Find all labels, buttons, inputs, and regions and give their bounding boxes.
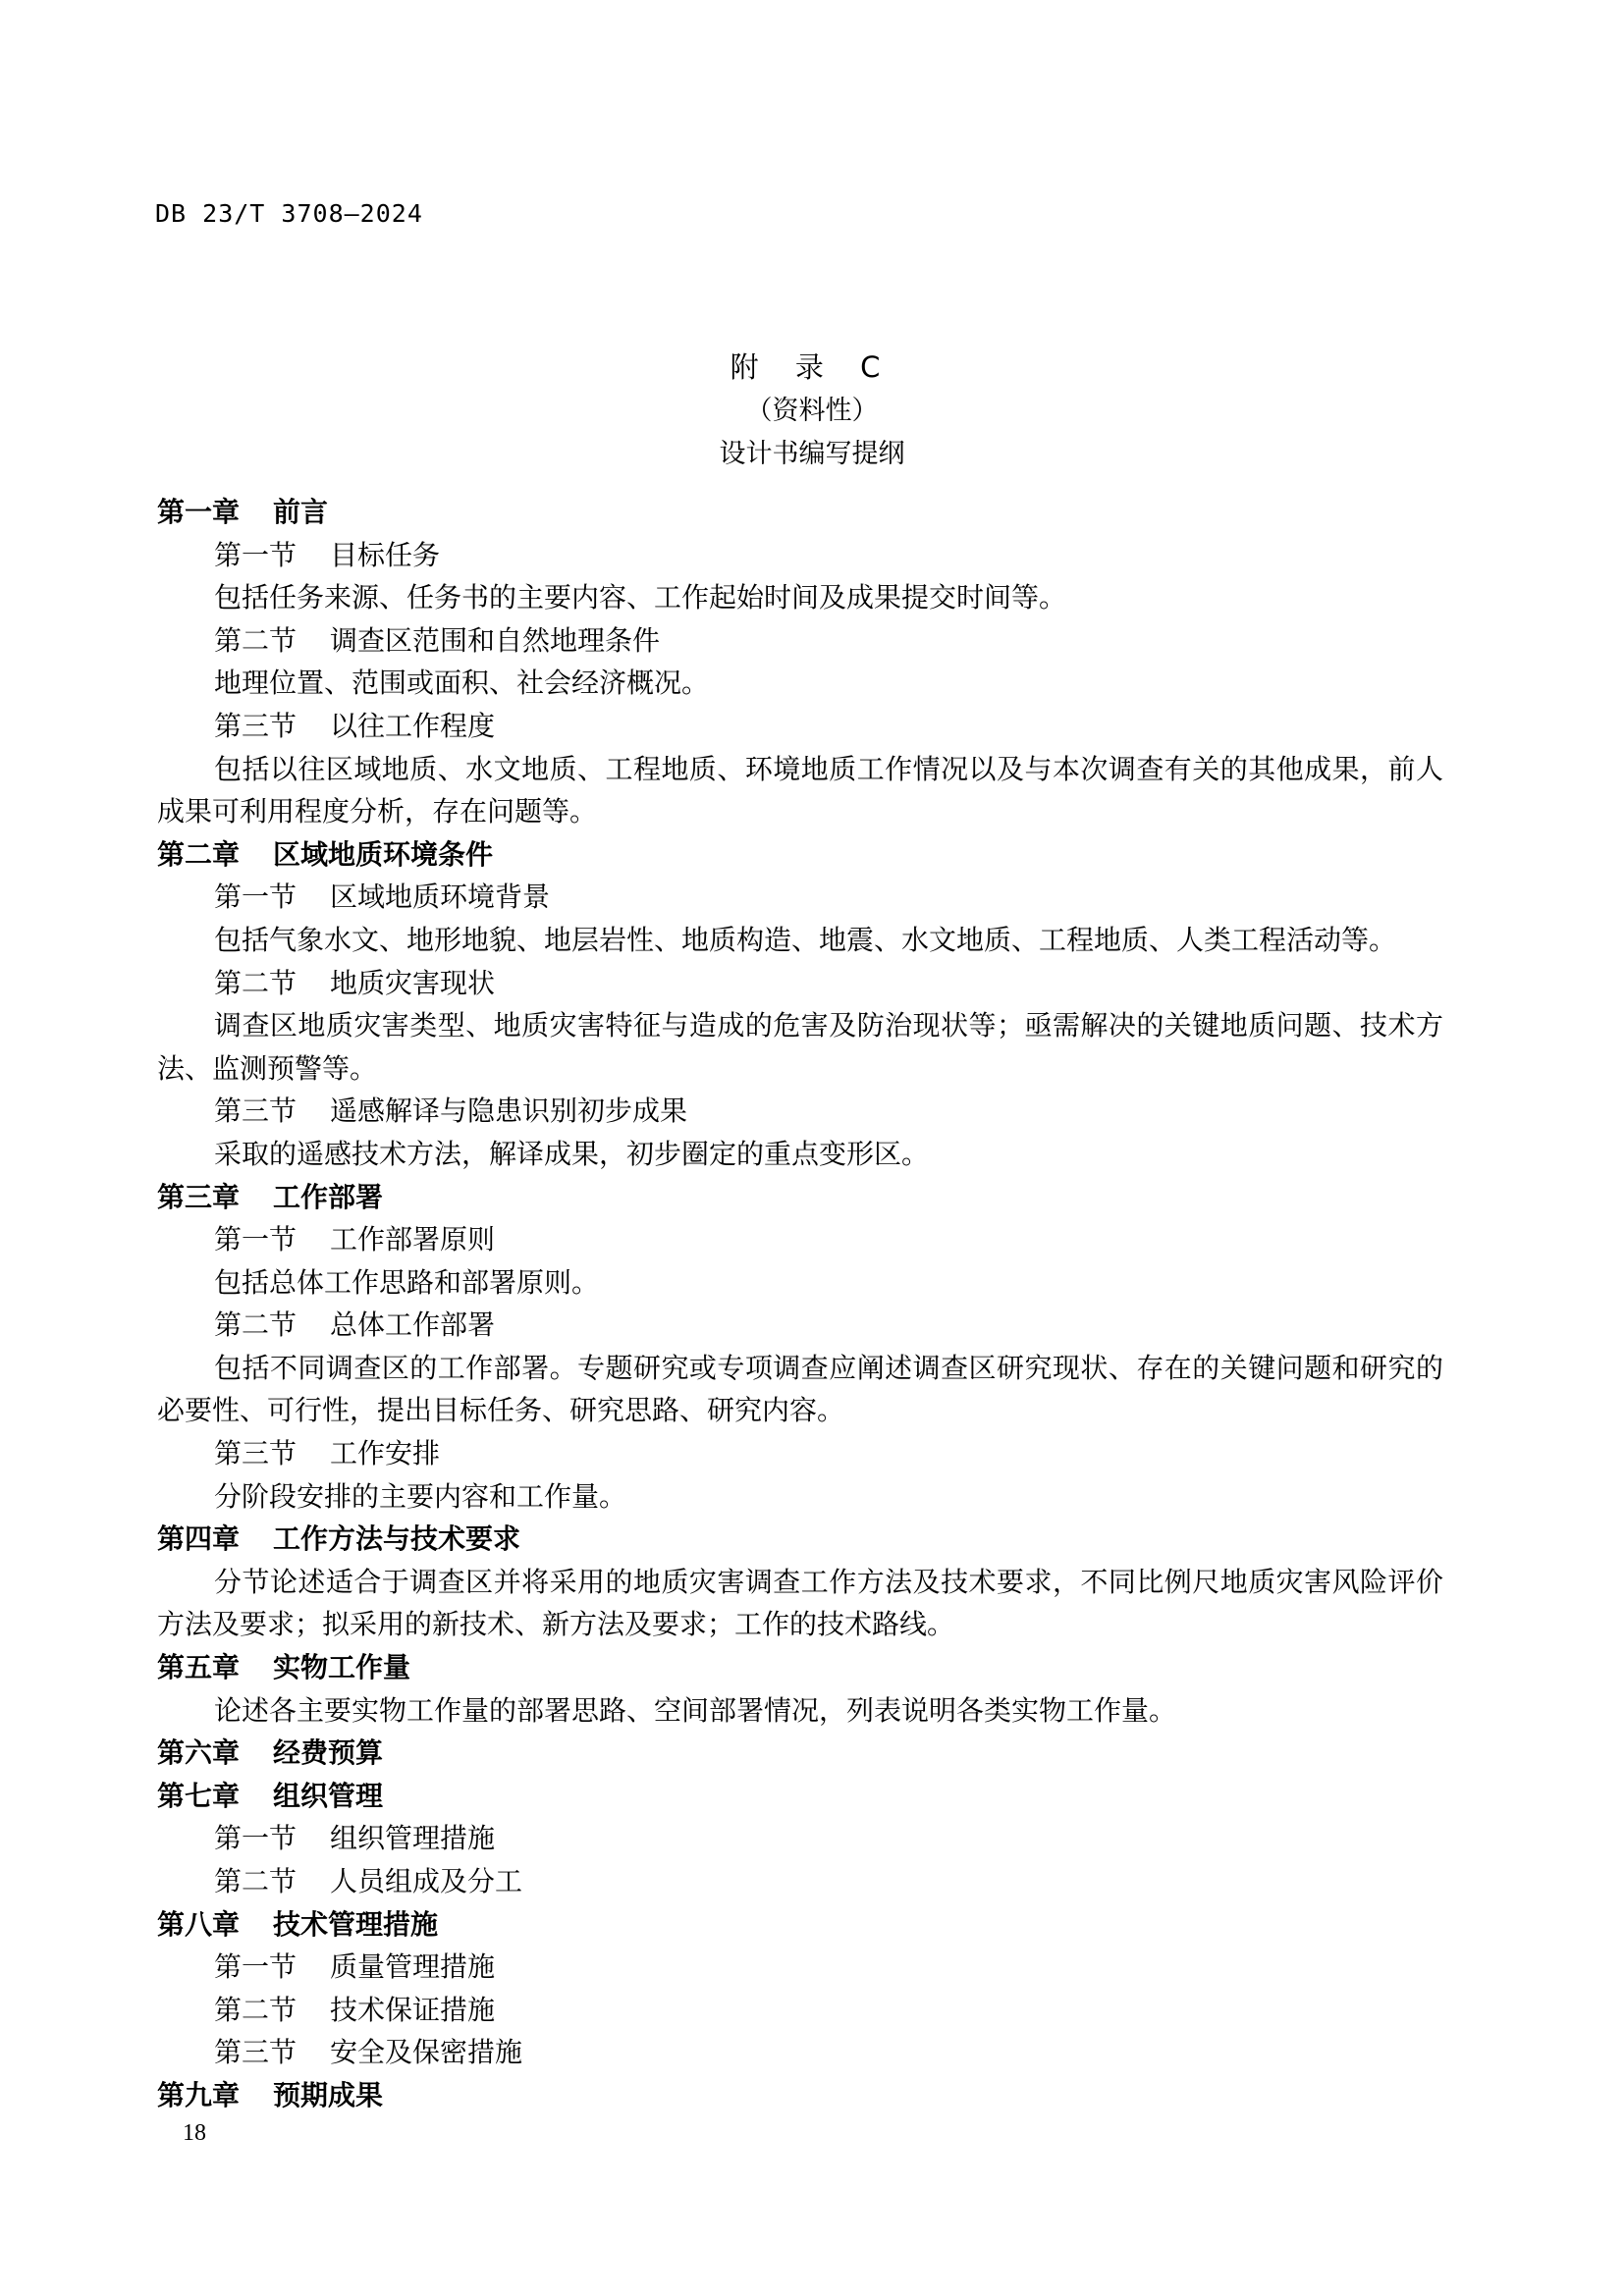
outline-body: [157, 491, 1443, 2117]
body-paragraph: 调查区地质灾害类型、地质灾害特征与造成的危害及防治现状等；亟需解决的关键地质问题、技术方法、监测预警等。: [157, 1009, 1443, 1085]
section-title: 目标任务: [330, 538, 441, 571]
chapter-title: 前言: [273, 496, 329, 528]
section-heading: [157, 876, 1443, 919]
section-heading: [157, 1989, 1443, 2032]
body-paragraph: 包括气象水文、地形地貌、地层岩性、地质构造、地震、水文地质、工程地质、人类工程活动等。: [214, 923, 1397, 956]
chapter-heading: [157, 1518, 1443, 1561]
chapter-title: 预期成果: [273, 2078, 384, 2111]
chapter-number: 第八章: [157, 1907, 241, 1941]
section-heading: [157, 705, 1443, 748]
body-paragraph: 包括任务来源、任务书的主要内容、工作起始时间及成果提交时间等。: [214, 581, 1067, 614]
section-heading: [157, 1304, 1443, 1347]
section-title: 以往工作程度: [330, 709, 496, 742]
chapter-title: 组织管理: [273, 1779, 384, 1812]
section-heading: [157, 534, 1443, 577]
chapter-heading: [157, 1732, 1443, 1775]
chapter-heading: [157, 1775, 1443, 1818]
section-heading: [157, 1432, 1443, 1475]
chapter-title: 区域地质环境条件: [273, 837, 494, 871]
section-title: 遥感解译与隐患识别初步成果: [330, 1095, 688, 1128]
section-number: 第一节: [214, 1223, 298, 1256]
section-number: 第二节: [214, 1308, 298, 1342]
chapter-number: 第九章: [157, 2078, 241, 2111]
body-paragraph: 地理位置、范围或面积、社会经济概况。: [214, 667, 710, 700]
section-title: 技术保证措施: [330, 1993, 496, 2026]
section-title: 区域地质环境背景: [330, 881, 551, 914]
chapter-number: 第三章: [157, 1180, 241, 1213]
section-title: 人员组成及分工: [330, 1865, 523, 1897]
chapter-number: 第四章: [157, 1522, 241, 1556]
section-number: 第三节: [214, 709, 298, 742]
chapter-title: 工作部署: [273, 1180, 384, 1213]
body-paragraph: 采取的遥感技术方法，解译成果，初步圈定的重点变形区。: [214, 1137, 930, 1170]
chapter-heading: [157, 833, 1443, 877]
section-title: 安全及保密措施: [330, 2036, 523, 2069]
chapter-title: 实物工作量: [273, 1651, 411, 1684]
section-number: 第二节: [214, 1865, 298, 1897]
section-heading: [157, 1218, 1443, 1261]
section-title: 质量管理措施: [330, 1950, 496, 1984]
section-number: 第一节: [214, 538, 298, 571]
appendix-title: 设计书编写提纲: [719, 439, 905, 469]
body-paragraph: 分阶段安排的主要内容和工作量。: [214, 1479, 627, 1513]
section-title: 工作部署原则: [330, 1223, 496, 1256]
body-paragraph: 分节论述适合于调查区并将采用的地质灾害调查工作方法及技术要求，不同比例尺地质灾害风险评价方法及要求；拟采用的新技术、新方法及要求；工作的技术路线。: [157, 1565, 1443, 1641]
section-number: 第二节: [214, 623, 298, 657]
section-title: 总体工作部署: [330, 1308, 496, 1342]
section-number: 第二节: [214, 1993, 298, 2026]
section-number: 第一节: [214, 1822, 298, 1855]
chapter-number: 第一章: [157, 496, 241, 528]
section-heading: [157, 2031, 1443, 2074]
chapter-number: 第六章: [157, 1736, 241, 1770]
chapter-number: 第二章: [157, 837, 241, 871]
section-number: 第一节: [214, 1950, 298, 1984]
chapter-title: 工作方法与技术要求: [273, 1522, 521, 1556]
section-title: 调查区范围和自然地理条件: [330, 623, 661, 657]
section-number: 第三节: [214, 1095, 298, 1128]
section-number: 第三节: [214, 2036, 298, 2069]
body-paragraph: 包括不同调查区的工作部署。专题研究或专项调查应阐述调查区研究现状、存在的关键问题和研究的必要性、可行性，提出目标任务、研究思路、研究内容。: [157, 1351, 1443, 1427]
section-heading: [157, 619, 1443, 663]
section-heading: [157, 962, 1443, 1005]
chapter-heading: [157, 1646, 1443, 1689]
section-title: 组织管理措施: [330, 1822, 496, 1855]
section-number: 第二节: [214, 966, 298, 999]
section-heading: [157, 1946, 1443, 1989]
section-heading: [157, 1090, 1443, 1133]
chapter-heading: [157, 2074, 1443, 2117]
body-paragraph: 包括以往区域地质、水文地质、工程地质、环境地质工作情况以及与本次调查有关的其他成果，前人成果可利用程度分析，存在问题等。: [157, 752, 1443, 828]
chapter-number: 第七章: [157, 1779, 241, 1812]
chapter-heading: [157, 1176, 1443, 1219]
document-code: DB 23/T 3708—2024: [155, 199, 423, 228]
chapter-title: 经费预算: [273, 1736, 384, 1770]
body-paragraph: 论述各主要实物工作量的部署思路、空间部署情况，列表说明各类实物工作量。: [214, 1693, 1177, 1727]
chapter-number: 第五章: [157, 1651, 241, 1684]
section-number: 第三节: [214, 1437, 298, 1470]
section-heading: [157, 1817, 1443, 1860]
page-number: 18: [183, 2120, 206, 2146]
appendix-nature: （资料性）: [745, 396, 879, 426]
appendix-label: 附 录 C: [730, 350, 894, 384]
chapter-title: 技术管理措施: [273, 1907, 439, 1941]
section-number: 第一节: [214, 881, 298, 914]
section-title: 地质灾害现状: [330, 966, 496, 999]
chapter-heading: [157, 1903, 1443, 1947]
section-title: 工作安排: [330, 1437, 441, 1470]
section-heading: [157, 1860, 1443, 1903]
chapter-heading: [157, 491, 1443, 534]
body-paragraph: 包括总体工作思路和部署原则。: [214, 1265, 600, 1299]
